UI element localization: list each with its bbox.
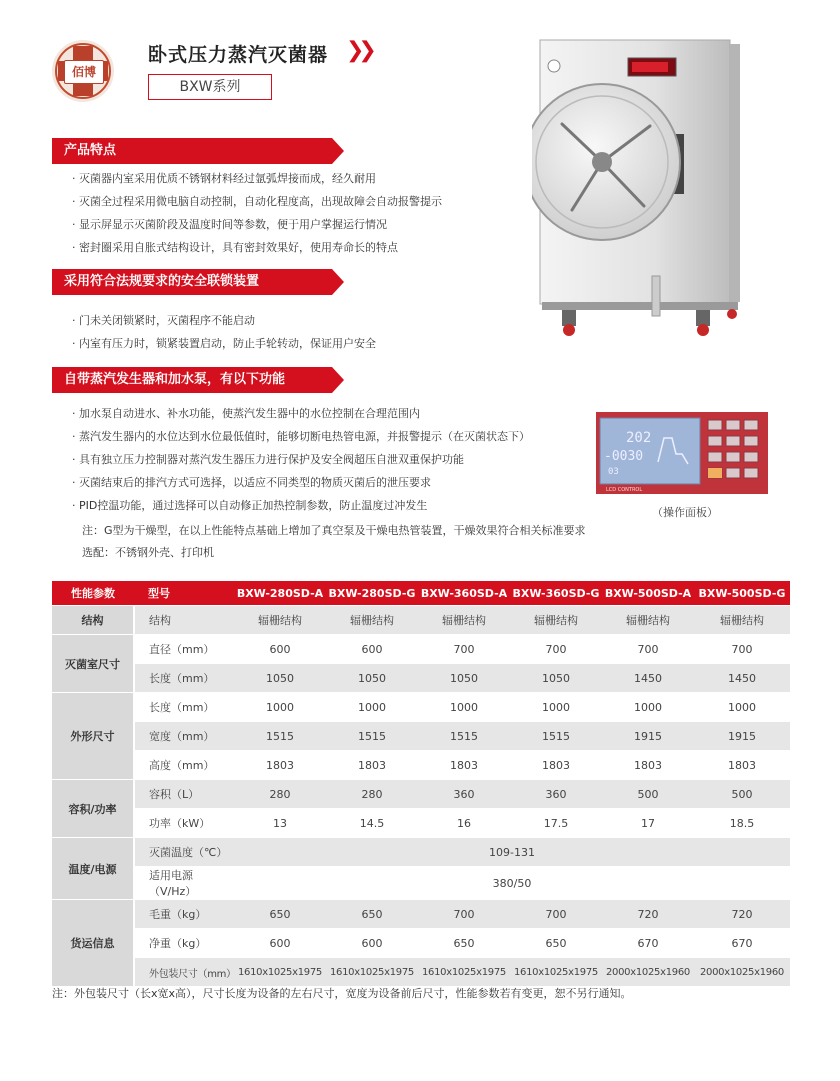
row-label: 适用电源（V/Hz） (134, 867, 234, 900)
list-item: · 显示屏显示灭菌阶段及温度时间等参数，便于用户掌握运行情况 (72, 218, 387, 231)
table-cell: 1000 (234, 693, 326, 722)
table-cell: 18.5 (694, 809, 790, 838)
control-panel-image (596, 412, 768, 494)
table-cell-merged: 380/50 (234, 867, 790, 900)
panel-caption: （操作面板） (652, 506, 718, 519)
table-cell: 1610x1025x1975 (418, 958, 510, 987)
table-cell: 辐栅结构 (234, 606, 326, 635)
table-row (52, 900, 790, 929)
table-cell: 辐栅结构 (510, 606, 602, 635)
table-cell: 720 (602, 900, 694, 929)
table-cell: 1000 (326, 693, 418, 722)
row-label: 长度（mm） (134, 693, 234, 722)
logo-text: 佰博 (64, 60, 104, 84)
spec-table (52, 581, 790, 987)
section-title: 采用符合法规要求的安全联锁装置 (64, 274, 260, 289)
table-cell: 17 (602, 809, 694, 838)
table-cell: 720 (694, 900, 790, 929)
table-cell: 1050 (326, 664, 418, 693)
table-cell: 670 (602, 929, 694, 958)
table-cell: 360 (510, 780, 602, 809)
table-cell: 1515 (234, 722, 326, 751)
panel-footer-text: LCD CONTROL (606, 487, 643, 493)
table-cell: 1515 (510, 722, 602, 751)
table-cell: 1610x1025x1975 (326, 958, 418, 987)
column-header: BXW-360SD-A (418, 581, 510, 606)
table-cell: 700 (602, 635, 694, 664)
table-cell: 650 (418, 929, 510, 958)
table-cell: 700 (510, 635, 602, 664)
features-list (72, 167, 442, 259)
row-label: 外包装尺寸（mm） (134, 958, 234, 987)
table-cell: 1610x1025x1975 (510, 958, 602, 987)
table-cell: 1803 (234, 751, 326, 780)
table-row (52, 693, 790, 722)
table-cell: 1000 (418, 693, 510, 722)
list-item: · 灭菌结束后的排汽方式可选择，以适应不同类型的物质灭菌后的泄压要求 (72, 476, 431, 489)
table-cell: 500 (602, 780, 694, 809)
table-row (52, 751, 790, 780)
table-cell: 1803 (510, 751, 602, 780)
table-cell: 700 (418, 900, 510, 929)
table-cell: 700 (510, 900, 602, 929)
row-label: 功率（kW） (134, 809, 234, 838)
column-header: BXW-360SD-G (510, 581, 602, 606)
table-cell: 360 (418, 780, 510, 809)
row-label: 净重（kg） (134, 929, 234, 958)
table-row (52, 606, 790, 635)
list-item: · 密封圈采用自胀式结构设计，具有密封效果好，使用寿命长的特点 (72, 241, 398, 254)
row-label: 毛重（kg） (134, 900, 234, 929)
row-group-label: 容积/功率 (52, 780, 134, 838)
table-cell: 280 (326, 780, 418, 809)
table-row (52, 867, 790, 900)
table-cell: 1000 (694, 693, 790, 722)
table-row (52, 635, 790, 664)
table-cell: 1450 (694, 664, 790, 693)
table-cell: 650 (510, 929, 602, 958)
row-group-label: 温度/电源 (52, 838, 134, 900)
column-header: BXW-280SD-G (326, 581, 418, 606)
table-cell: 670 (694, 929, 790, 958)
list-item: · 灭菌全过程采用微电脑自动控制，自动化程度高，出现故障会自动报警提示 (72, 195, 442, 208)
table-cell: 2000x1025x1960 (694, 958, 790, 987)
page-title: 卧式压力蒸汽灭菌器 (148, 44, 329, 66)
safety-list (72, 309, 376, 355)
table-cell: 2000x1025x1960 (602, 958, 694, 987)
table-cell: 1050 (418, 664, 510, 693)
row-label: 容积（L） (134, 780, 234, 809)
table-cell: 1000 (602, 693, 694, 722)
table-cell: 1515 (326, 722, 418, 751)
series-label: BXW系列 (148, 74, 272, 100)
section-title: 产品特点 (64, 143, 117, 158)
table-cell: 17.5 (510, 809, 602, 838)
row-label: 直径（mm） (134, 635, 234, 664)
table-cell: 600 (234, 635, 326, 664)
table-cell: 1450 (602, 664, 694, 693)
table-cell: 1803 (326, 751, 418, 780)
panel-display-temp: 202 (626, 430, 652, 446)
table-cell: 辐栅结构 (418, 606, 510, 635)
section-title: 自带蒸汽发生器和加水泵，有以下功能 (64, 372, 286, 387)
table-cell: 1515 (418, 722, 510, 751)
list-item: · 具有独立压力控制器对蒸汽发生器压力进行保护及安全阀超压自泄双重保护功能 (72, 453, 464, 466)
table-row (52, 958, 790, 987)
double-chevron-icon: ❯❯ (346, 38, 371, 63)
row-label: 高度（mm） (134, 751, 234, 780)
table-cell: 600 (234, 929, 326, 958)
panel-display-step: 03 (608, 467, 619, 477)
table-cell: 1803 (418, 751, 510, 780)
row-group-label: 外形尺寸 (52, 693, 134, 780)
section-header-steam (52, 367, 332, 393)
table-header-row (52, 581, 790, 606)
list-item: · 蒸汽发生器内的水位达到水位最低值时，能够切断电热管电源，并报警提示（在灭菌状态下） (72, 430, 530, 443)
row-label: 灭菌温度（℃） (134, 838, 234, 867)
table-cell: 600 (326, 929, 418, 958)
table-cell: 1915 (694, 722, 790, 751)
table-cell: 14.5 (326, 809, 418, 838)
table-cell: 500 (694, 780, 790, 809)
table-cell: 650 (234, 900, 326, 929)
row-label: 长度（mm） (134, 664, 234, 693)
table-cell: 600 (326, 635, 418, 664)
table-cell: 16 (418, 809, 510, 838)
section-header-safety (52, 269, 332, 295)
table-cell: 1050 (510, 664, 602, 693)
panel-display-time: -0030 (604, 449, 644, 464)
steam-list (72, 402, 530, 517)
list-item: · 内室有压力时，锁紧装置启动，防止手轮转动，保证用户安全 (72, 337, 376, 350)
table-row (52, 780, 790, 809)
table-row (52, 722, 790, 751)
footnote: 注：外包装尺寸（长x宽x高），尺寸长度为设备的左右尺寸，宽度为设备前后尺寸，性能参数若有变更，恕不另行通知。 (52, 987, 632, 1000)
table-cell-merged: 109-131 (234, 838, 790, 867)
table-cell: 辐栅结构 (694, 606, 790, 635)
table-cell: 1610x1025x1975 (234, 958, 326, 987)
column-header: BXW-500SD-G (694, 581, 790, 606)
table-cell: 700 (418, 635, 510, 664)
table-row (52, 664, 790, 693)
row-label: 结构 (134, 606, 234, 635)
note-g-type: 注：G型为干燥型，在以上性能特点基础上增加了真空泵及干燥电热管装置，干燥效果符合相关标准要求 (82, 524, 586, 537)
table-row (52, 929, 790, 958)
row-group-label: 结构 (52, 606, 134, 635)
table-cell: 1050 (234, 664, 326, 693)
table-cell: 1803 (694, 751, 790, 780)
column-header: BXW-500SD-A (602, 581, 694, 606)
list-item: · 加水泵自动进水、补水功能，使蒸汽发生器中的水位控制在合理范围内 (72, 407, 420, 420)
note-options: 选配：不锈钢外壳、打印机 (82, 546, 214, 559)
section-header-features (52, 138, 332, 164)
brand-logo (52, 40, 114, 102)
column-header: 性能参数 (52, 581, 134, 606)
row-group-label: 货运信息 (52, 900, 134, 987)
table-cell: 280 (234, 780, 326, 809)
row-label: 宽度（mm） (134, 722, 234, 751)
sterilizer-image (532, 38, 746, 338)
table-cell: 1000 (510, 693, 602, 722)
table-cell: 辐栅结构 (326, 606, 418, 635)
table-cell: 1915 (602, 722, 694, 751)
table-row (52, 838, 790, 867)
column-header: 型号 (134, 581, 234, 606)
list-item: · PID控温功能，通过选择可以自动修正加热控制参数，防止温度过冲发生 (72, 499, 428, 512)
table-cell: 700 (694, 635, 790, 664)
table-row (52, 809, 790, 838)
list-item: · 灭菌器内室采用优质不锈钢材料经过氩弧焊接而成，经久耐用 (72, 172, 376, 185)
table-cell: 1803 (602, 751, 694, 780)
table-cell: 13 (234, 809, 326, 838)
table-cell: 650 (326, 900, 418, 929)
row-group-label: 灭菌室尺寸 (52, 635, 134, 693)
column-header: BXW-280SD-A (234, 581, 326, 606)
list-item: · 门未关闭锁紧时，灭菌程序不能启动 (72, 314, 255, 327)
table-cell: 辐栅结构 (602, 606, 694, 635)
